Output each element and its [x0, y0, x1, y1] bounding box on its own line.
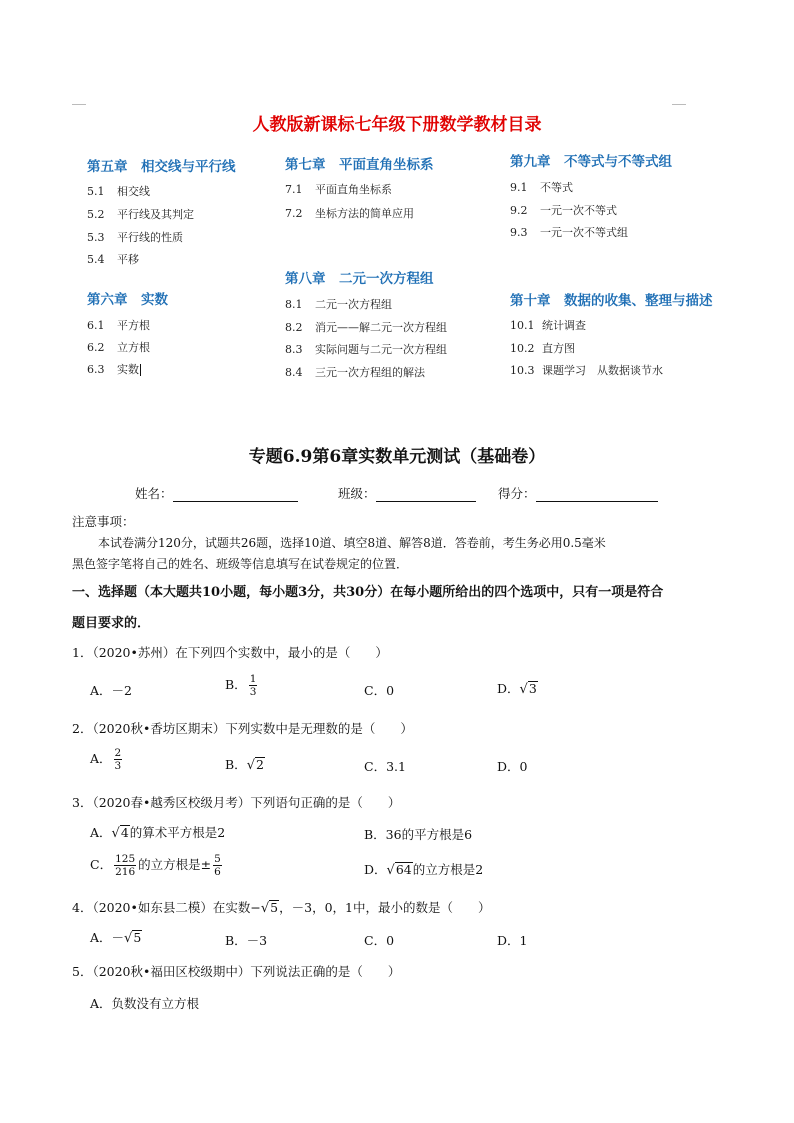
toc-item: 9.3 一元一次不等式组: [510, 226, 628, 239]
question-3-stem: 3．（2020春•越秀区校级月考）下列语句正确的是（ ）: [72, 795, 401, 810]
toc-item: 7.2 坐标方法的简单应用: [285, 207, 414, 220]
name-label: 姓名：: [135, 486, 173, 501]
question-5-stem: 5．（2020秋•福田区校级期中）下列说法正确的是（ ）: [72, 964, 401, 979]
score-field-row: [498, 484, 658, 502]
class-label: 班级：: [338, 486, 376, 501]
q2-option-b: B．√2: [225, 757, 264, 773]
toc-item: 10.1 统计调查: [510, 319, 586, 332]
q2-option-a: A． $\frac{2}{3}$: [90, 747, 122, 772]
chapter-9-title: 第九章 不等式与不等式组: [510, 154, 672, 170]
toc-item: 10.3 课题学习 从数据谈节水: [510, 364, 663, 377]
q3-option-c: C． $\frac{125}{216}$ 的立方根是± $\frac{5}{6}$: [90, 853, 221, 878]
section-1-heading: 一、选择题（本大题共10小题，每小题3分，共30分）在每小题所给出的四个选项中，只有一项是符合: [72, 585, 664, 600]
corner-mark-right: [672, 104, 686, 105]
toc-item: 6.1 平方根: [87, 319, 150, 332]
notes-label: 注意事项：: [72, 514, 135, 529]
name-blank[interactable]: [173, 488, 298, 502]
q4-option-b: B．－3: [225, 933, 268, 948]
q1-option-a: A．－2: [90, 683, 132, 698]
toc-title: 人教版新课标七年级下册数学教材目录: [252, 115, 542, 135]
class-field-row: [338, 484, 476, 502]
toc-item: 10.2 直方图: [510, 342, 575, 355]
question-1-stem: 1．（2020•苏州）在下列四个实数中，最小的是（ ）: [72, 645, 388, 660]
q4-option-c: C．0: [364, 933, 395, 948]
chapter-6-title: 第六章 实数: [87, 292, 168, 308]
name-field-row: [135, 484, 298, 502]
toc-item: 5.2 平行线及其判定: [87, 208, 194, 221]
section-1-heading-cont: 题目要求的．: [72, 616, 151, 631]
q2-option-c: C．3.1: [364, 759, 406, 774]
chapter-5-title: 第五章 相交线与平行线: [87, 159, 236, 175]
toc-item: 7.1 平面直角坐标系: [285, 183, 392, 196]
toc-item: 8.2 消元——解二元一次方程组: [285, 321, 447, 334]
q1-option-c: C．0: [364, 683, 395, 698]
corner-mark-left: [72, 104, 86, 105]
chapter-8-title: 第八章 二元一次方程组: [285, 271, 434, 287]
q3-option-b: B．36的平方根是6: [364, 827, 473, 842]
q5-option-a: A．负数没有立方根: [90, 996, 200, 1011]
q3-option-d: D．√64的立方根是2: [364, 862, 484, 878]
q3-option-a: A．√4的算术平方根是2: [90, 825, 226, 841]
chapter-10-title: 第十章 数据的收集、整理与描述: [510, 293, 713, 309]
toc-item: 9.2 一元一次不等式: [510, 204, 617, 217]
toc-item: 8.1 二元一次方程组: [285, 298, 392, 311]
toc-item: 6.2 立方根: [87, 341, 150, 354]
q1-option-b: B． $\frac{1}{3}$: [225, 673, 257, 698]
q2-option-d: D．0: [497, 759, 528, 774]
q4-option-d: D．1: [497, 933, 528, 948]
toc-item: 6.3 实数: [87, 363, 139, 376]
toc-item: 5.3 平行线的性质: [87, 231, 183, 244]
class-blank[interactable]: [376, 488, 476, 502]
score-label: 得分：: [498, 486, 536, 501]
question-4-stem: 4．（2020•如东县二模）在实数−√5，－3，0，1中，最小的数是（ ）: [72, 900, 491, 916]
toc-item: 5.1 相交线: [87, 185, 150, 198]
chapter-7-title: 第七章 平面直角坐标系: [285, 157, 434, 173]
q1-option-d: D．√3: [497, 681, 537, 697]
q4-option-a: A．－√5: [90, 930, 142, 946]
test-title: 专题6.9第6章实数单元测试（基础卷）: [248, 447, 546, 467]
toc-item: 8.3 实际问题与二元一次方程组: [285, 343, 447, 356]
text-cursor: [140, 364, 141, 376]
question-2-stem: 2．（2020秋•香坊区期末）下列实数中是无理数的是（ ）: [72, 721, 413, 736]
toc-item: 5.4 平移: [87, 253, 139, 266]
notes-line-1: 本试卷满分120分，试题共26题，选择10道、填空8道、解答8道．答卷前，考生务必用0.5毫米: [98, 536, 606, 550]
notes-line-2: 黑色签字笔将自己的姓名、班级等信息填写在试卷规定的位置．: [72, 557, 409, 571]
toc-item: 9.1 不等式: [510, 181, 573, 194]
toc-item: 8.4 三元一次方程组的解法: [285, 366, 425, 379]
score-blank[interactable]: [536, 488, 658, 502]
